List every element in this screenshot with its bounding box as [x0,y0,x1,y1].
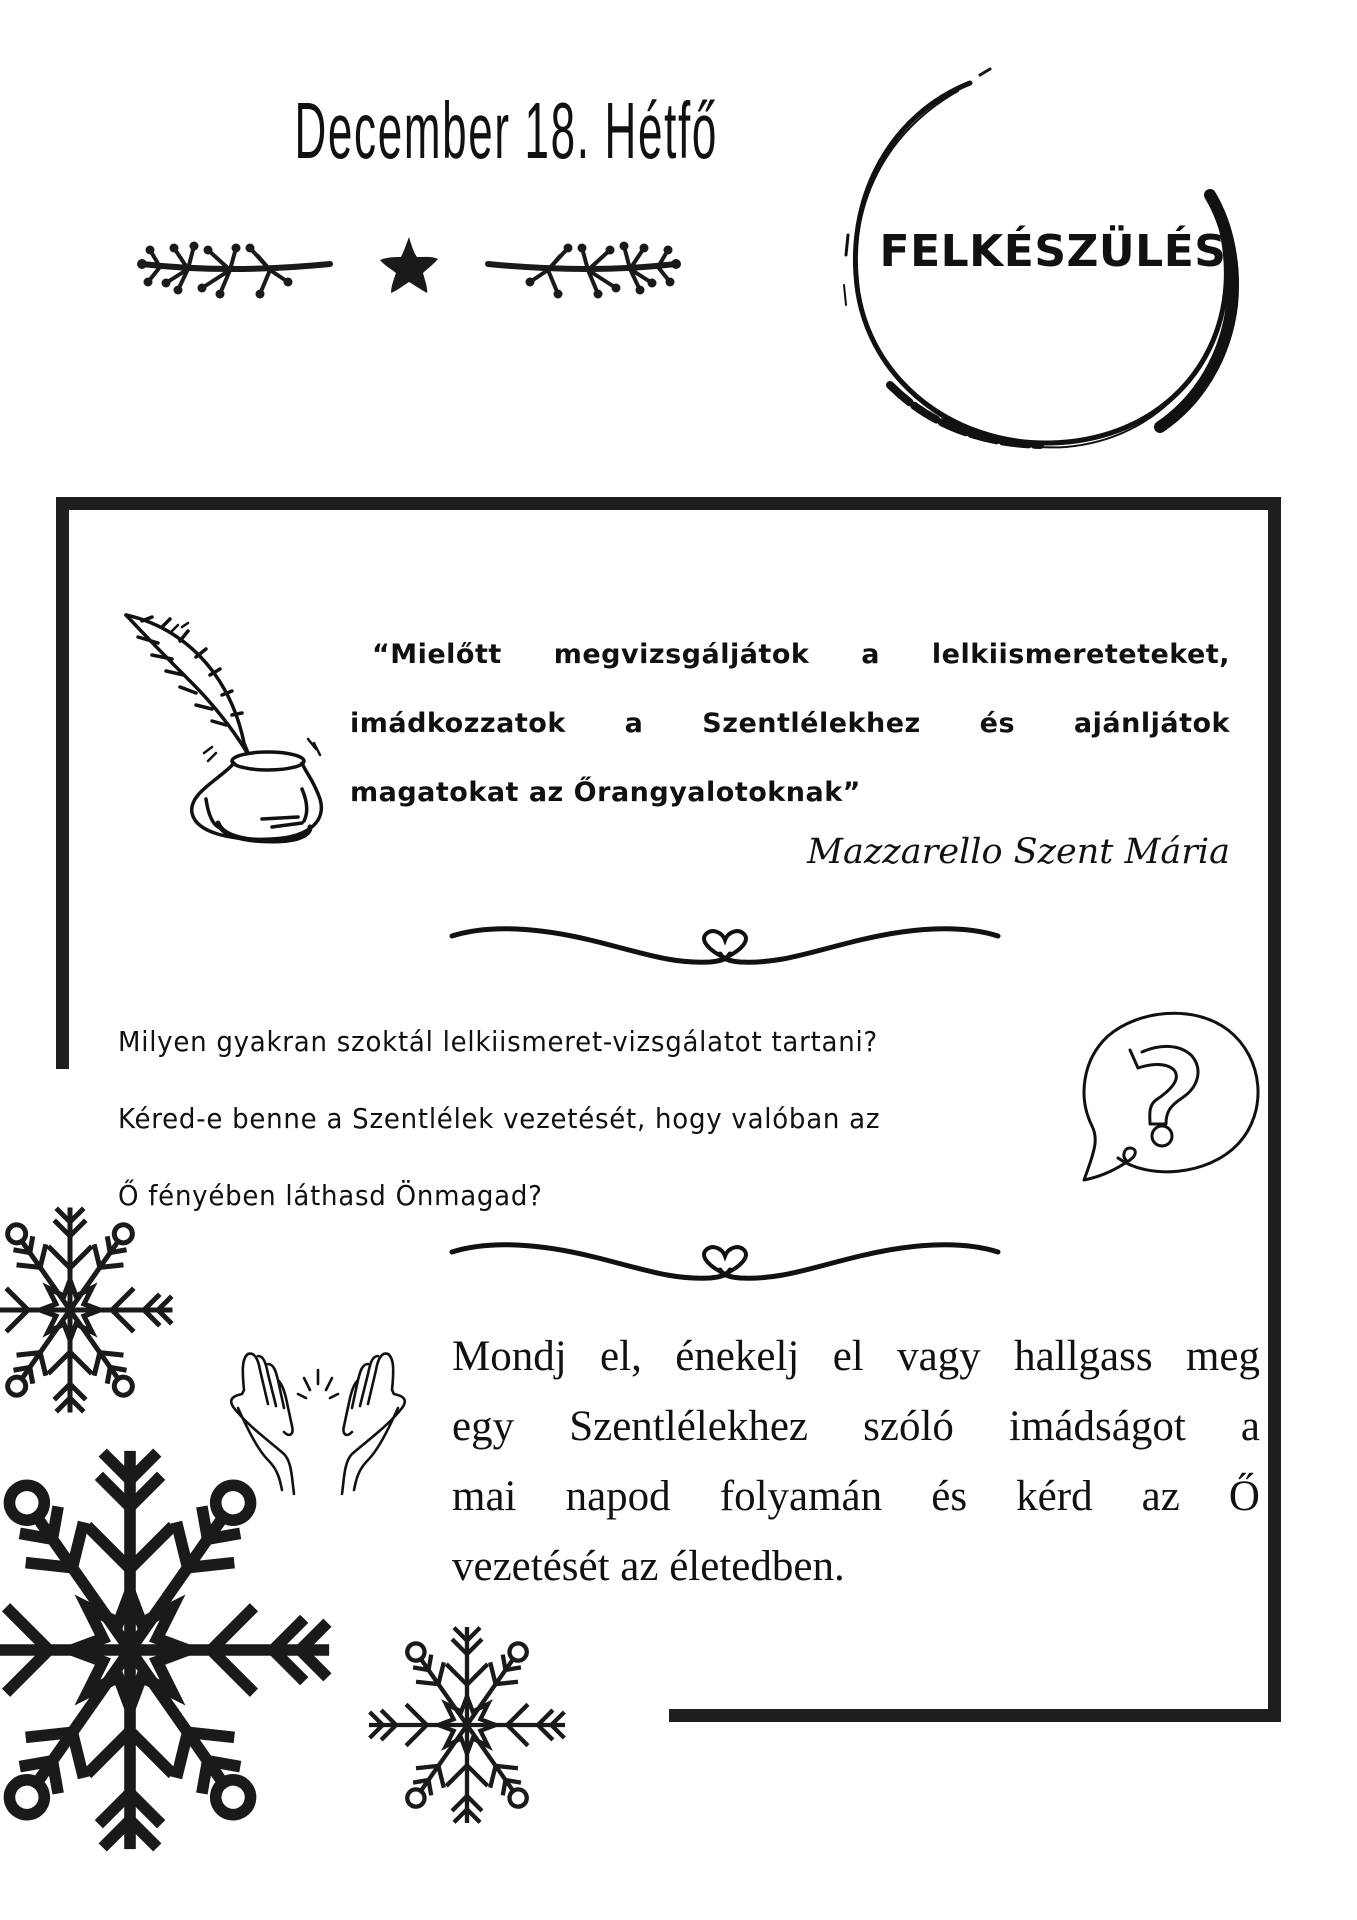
task-line: mai napod folyamán és kérd az Ő [452,1473,1260,1520]
frame-border-bottom [669,1709,1281,1722]
task-line: egy Szentlélekhez szóló imádságot a [452,1403,1260,1450]
snowflake-icon [352,1605,582,1845]
quote-text [350,620,1230,827]
question-line: Ő fényében láthasd Önmagad? [118,1179,543,1212]
heart-divider-icon [450,922,1000,968]
quote-line: “Mielőtt megvizsgáljátok a lelkiismereteteket, [372,639,1230,670]
snowflake-icon [0,1420,290,1880]
task-line: vezetését az életedben. [452,1543,845,1590]
frame-border-left [56,497,69,1069]
quote-line: magatokat az Őrangyalotoknak” [350,777,861,808]
frame-border-right [1268,497,1281,1722]
reflection-question [118,1003,988,1234]
star-icon [378,235,440,295]
branch-right-icon [485,238,680,300]
quote-author: Mazzarello Szent Mária [807,832,1230,872]
branch-left-icon [138,238,333,300]
date-title: December 18. Hétfő [294,86,718,175]
quill-inkwell-icon [122,613,322,843]
frame-border-top [56,497,1281,510]
question-speech-bubble-icon [1078,1008,1263,1183]
task-line: Mondj el, énekelj el vagy hallgass meg [452,1333,1260,1380]
question-line: Kéred-e benne a Szentlélek vezetését, hogy valóban az [118,1102,881,1135]
question-line: Milyen gyakran szoktál lelkiismeret-vizsgálatot tartani? [118,1025,879,1058]
heart-divider-icon [450,1238,1000,1284]
snowflake-icon [0,1190,190,1430]
badge-label: FELKÉSZÜLÉS [879,226,1227,277]
daily-task-text [452,1322,1260,1602]
quote-line: imádkozzatok a Szentlélekhez és ajánljátok [350,708,1230,739]
